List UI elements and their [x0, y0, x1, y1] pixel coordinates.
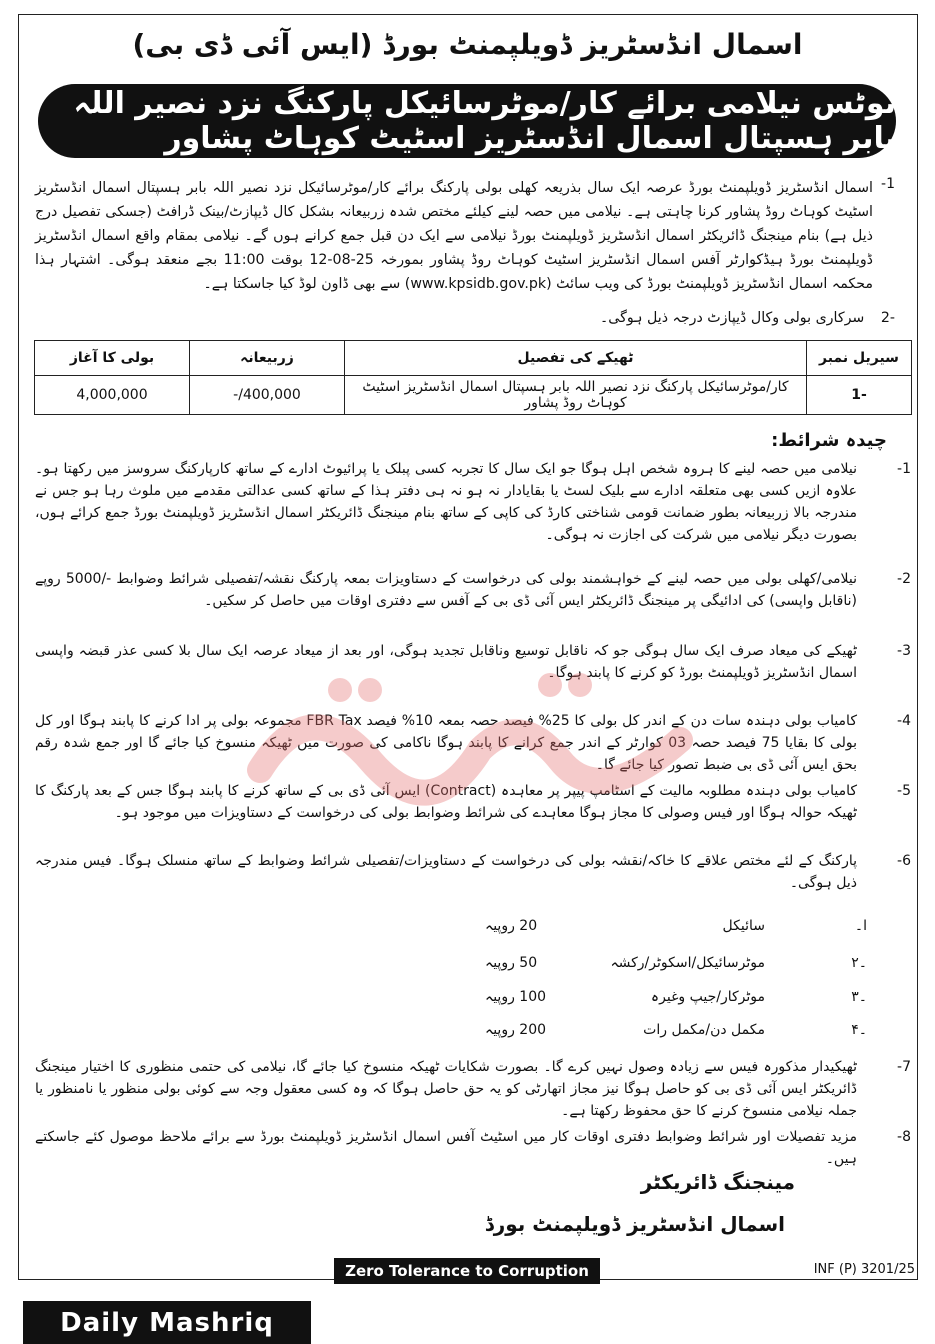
table-cell: 400,000/- — [190, 376, 345, 415]
fee-index: ۲۔ — [851, 955, 867, 971]
fee-amount: 50 روپیہ — [485, 955, 538, 971]
fee-amount: 100 روپیہ — [485, 989, 547, 1005]
fee-name: مکمل دن/مکمل رات — [643, 1022, 765, 1038]
board-header: اسمال انڈسٹریز ڈویلپمنٹ بورڈ (ایس آئی ڈی بی) — [132, 28, 803, 61]
fee-index: ا۔ — [854, 918, 867, 934]
condition-number: -1 — [897, 461, 911, 477]
condition-number: -3 — [897, 643, 911, 659]
fee-amount: 200 روپیہ — [485, 1022, 547, 1038]
condition-item — [35, 568, 911, 612]
condition-number: -2 — [897, 571, 911, 587]
para-2 — [35, 310, 895, 326]
inf-number: INF (P) 3201/25 — [813, 1262, 915, 1277]
condition-number: -4 — [897, 713, 911, 729]
newspaper-label: Daily Mashriq — [23, 1301, 311, 1344]
conditions-title: چیدہ شرائط: — [771, 430, 887, 451]
fee-amount: 20 روپیہ — [485, 918, 538, 934]
fee-index: ۳۔ — [851, 989, 867, 1005]
condition-text: کامیاب بولی دہندہ سات دن کے اندر کل بولی کا 25% فیصد حصہ بمعہ 10% فیصد FBR Tax مجموعہ بولی پر ادا کرنے کا پابند ہوگا اور کل بولی کا بقایا 75 فیصد حصہ 03 کوارٹر کے اندر جمع کرانے کا پابند ہوگا ناکامی کی صورت میں ٹھیکہ منسوخ کیا جائے گا اور جمع شدہ رقم بحق ایس آئی ڈی بی ضبط تصور کیا جائے گا۔ — [35, 713, 857, 773]
table-header: زربیعانہ — [190, 341, 345, 376]
signature-title: مینجنگ ڈائریکٹر — [640, 1170, 795, 1194]
table-cell: کار/موٹرسائیکل پارکنگ نزد نصیر اللہ بابر ہسپتال اسمال انڈسٹریز اسٹیٹ کوہاٹ روڈ پشاور — [345, 376, 807, 415]
table-header: سیریل نمبر — [807, 341, 912, 376]
fee-name: موٹرسائیکل/اسکوٹر/رکشہ — [610, 955, 765, 971]
condition-text: ٹھیکیدار مذکورہ فیس سے زیادہ وصول نہیں کرے گا۔ بصورت شکایات ٹھیکہ منسوخ کیا جائے گا، نیلامی کی حتمی منظوری کا اختیار مینجنگ ڈائریکٹر ایس آئی ڈی بی کو حاصل ہوگا نیز مجاز اتھارٹی کو یہ حق حاصل ہوگا کہ وہ کسی معقول وجہ سے کوئی بولی منظور یا نامنظور یا جملہ نیلامی منسوخ کرنے کا حق محفوظ رکھتا ہے۔ — [35, 1059, 857, 1119]
condition-item — [35, 1126, 911, 1170]
condition-text: مزید تفصیلات اور شرائط وضوابط دفتری اوقات کار میں اسٹیٹ آفس اسمال انڈسٹریز ڈویلپمنٹ بورڈ سے برائے ملاحظ موصول کئے جاسکتے ہیں۔ — [35, 1129, 857, 1167]
table-header: بولی کا آغاز — [35, 341, 190, 376]
condition-item — [35, 780, 911, 824]
signature-org: اسمال انڈسٹریز ڈویلپمنٹ بورڈ — [484, 1212, 785, 1236]
bid-table — [34, 340, 912, 415]
fee-name: سائیکل — [722, 918, 765, 934]
condition-number: -5 — [897, 783, 911, 799]
notice-banner: نوٹس نیلامی برائے کار/موٹرسائیکل پارکنگ نزد نصیر اللہ بابر ہسپتال اسمال انڈسٹریز اسٹیٹ کوہاٹ پشاور — [38, 84, 896, 158]
fee-index: ۴۔ — [851, 1022, 867, 1038]
condition-item — [35, 458, 911, 546]
fee-name: موٹرکار/جیپ وغیرہ — [650, 989, 765, 1005]
condition-item — [35, 1056, 911, 1122]
table-header-row — [35, 341, 912, 376]
condition-text: پارکنگ کے لئے مختص علاقے کا خاکہ/نقشہ بولی کی درخواست کے دستاویزات/تفصیلی شرائط وضوابط کے ساتھ منسلک ہوگا۔ فیس مندرجہ ذیل ہوگی۔ — [35, 853, 857, 891]
intro-text: اسمال انڈسٹریز ڈویلپمنٹ بورڈ عرصہ ایک سال بذریعہ کھلی بولی پارکنگ برائے کار/موٹرسائیکل نزد نصیر اللہ بابر ہسپتال اسمال انڈسٹریز اسٹیٹ کوہاٹ روڈ پشاور کرنا چاہتی ہے۔ نیلامی میں حصہ لینے کیلئے مختص شدہ زربیعانہ بشکل کال ڈیپازٹ/بینک ڈرافٹ (جسکی تفصیل درج ذیل ہے) بنام مینجنگ ڈائریکٹر اسمال انڈسٹریز ڈویلپمنٹ بورڈ نیلامی سے ایک دن قبل جمع کرانے ہوں گے۔ نیلامی بمقام واقع اسمال انڈسٹریز ڈویلپمنٹ بورڈ ہیڈکوارٹر آفس اسمال انڈسٹریز اسٹیٹ کوہاٹ روڈ پشاور بمورخہ 25-08-12 بوقت 11:00 بجے منعقد ہوگی۔ اشتہار ہذا محکمہ اسمال انڈسٹریز ڈویلپمنٹ بورڈ کی ویب سائٹ (www.kpsidb.gov.pk) سے بھی ڈاون لوڈ کیا جاسکتا ہے۔ — [35, 180, 873, 292]
condition-text: ٹھیکے کی میعاد صرف ایک سال ہوگی جو کہ ناقابل توسیع وناقابل تجدید ہوگی، اور بعد از میعاد عرصہ ایک سال بلا کسی عذر قبضہ واپسی اسمال انڈسٹریز ڈویلپمنٹ بورڈ کو کرنے کا پابند ہوگا۔ — [35, 643, 857, 681]
table-cell: -1 — [807, 376, 912, 415]
condition-item — [35, 710, 911, 776]
zero-tolerance-slogan: Zero Tolerance to Corruption — [334, 1258, 600, 1284]
condition-text: کامیاب بولی دہندہ مطلوبہ مالیت کے اسٹامپ پیپر پر معاہدہ (Contract) ایس آئی ڈی بی کے ساتھ کرنے کا پابند ہوگا جس کے بعد پارکنگ کا ٹھیکہ حوالہ ہوگا اور فیس وصولی کا مجاز ہوگا معاہدے کی شرائط وضوابط بولی کی درخواست کے دستاویزات میں موجود ہو۔ — [35, 783, 858, 821]
para-2-text: سرکاری بولی وکال ڈیپازٹ درجہ ذیل ہوگی۔ — [599, 310, 865, 326]
condition-item — [35, 640, 911, 684]
condition-number: -8 — [897, 1129, 911, 1145]
table-cell: 4,000,000 — [35, 376, 190, 415]
para-number: -1 — [881, 176, 895, 192]
table-row — [35, 376, 912, 415]
intro-paragraph — [35, 176, 895, 296]
condition-number: -7 — [897, 1059, 911, 1075]
condition-text: نیلامی/کھلی بولی میں حصہ لینے کے خواہشمند بولی کی درخواست کے دستاویزات بمعہ پارکنگ نقشہ/تفصیلی شرائط وضوابط -/5000 روپے (ناقابل واپسی) کی ادائیگی پر مینجنگ ڈائریکٹر ایس آئی ڈی بی کے آفس سے دفتری اوقات میں حاصل کر سکیں۔ — [35, 571, 857, 609]
condition-number: -6 — [897, 853, 911, 869]
table-header: ٹھیکے کی تفصیل — [345, 341, 807, 376]
condition-item — [35, 850, 911, 894]
condition-text: نیلامی میں حصہ لینے کا ہروہ شخص اہل ہوگا جو ایک سال کا تجربہ کسی پبلک یا پرائیوٹ ادارے کے ساتھ کارپارکنگ سروسز میں رکھتا ہو۔ علاوہ ازیں کسی بھی متعلقہ ادارے سے بلیک لسٹ یا بقایادار نہ ہو نہ ہی دفتر ہذا کے ساتھ کسی عدالتی مقدمے میں ملوث رہا ہو جس نے مندرجہ بالا زربیعانہ بطور ضمانت قومی شناختی کارڈ کی کاپی کے ساتھ بنام مینجنگ ڈائریکٹر اسمال انڈسٹریز ڈویلپمنٹ بورڈ جمع کرائے ہوں، بصورت دیگر نیلامی میں شرکت کی اجازت نہ ہوگی۔ — [35, 461, 857, 543]
para-2-number: -2 — [880, 310, 895, 326]
